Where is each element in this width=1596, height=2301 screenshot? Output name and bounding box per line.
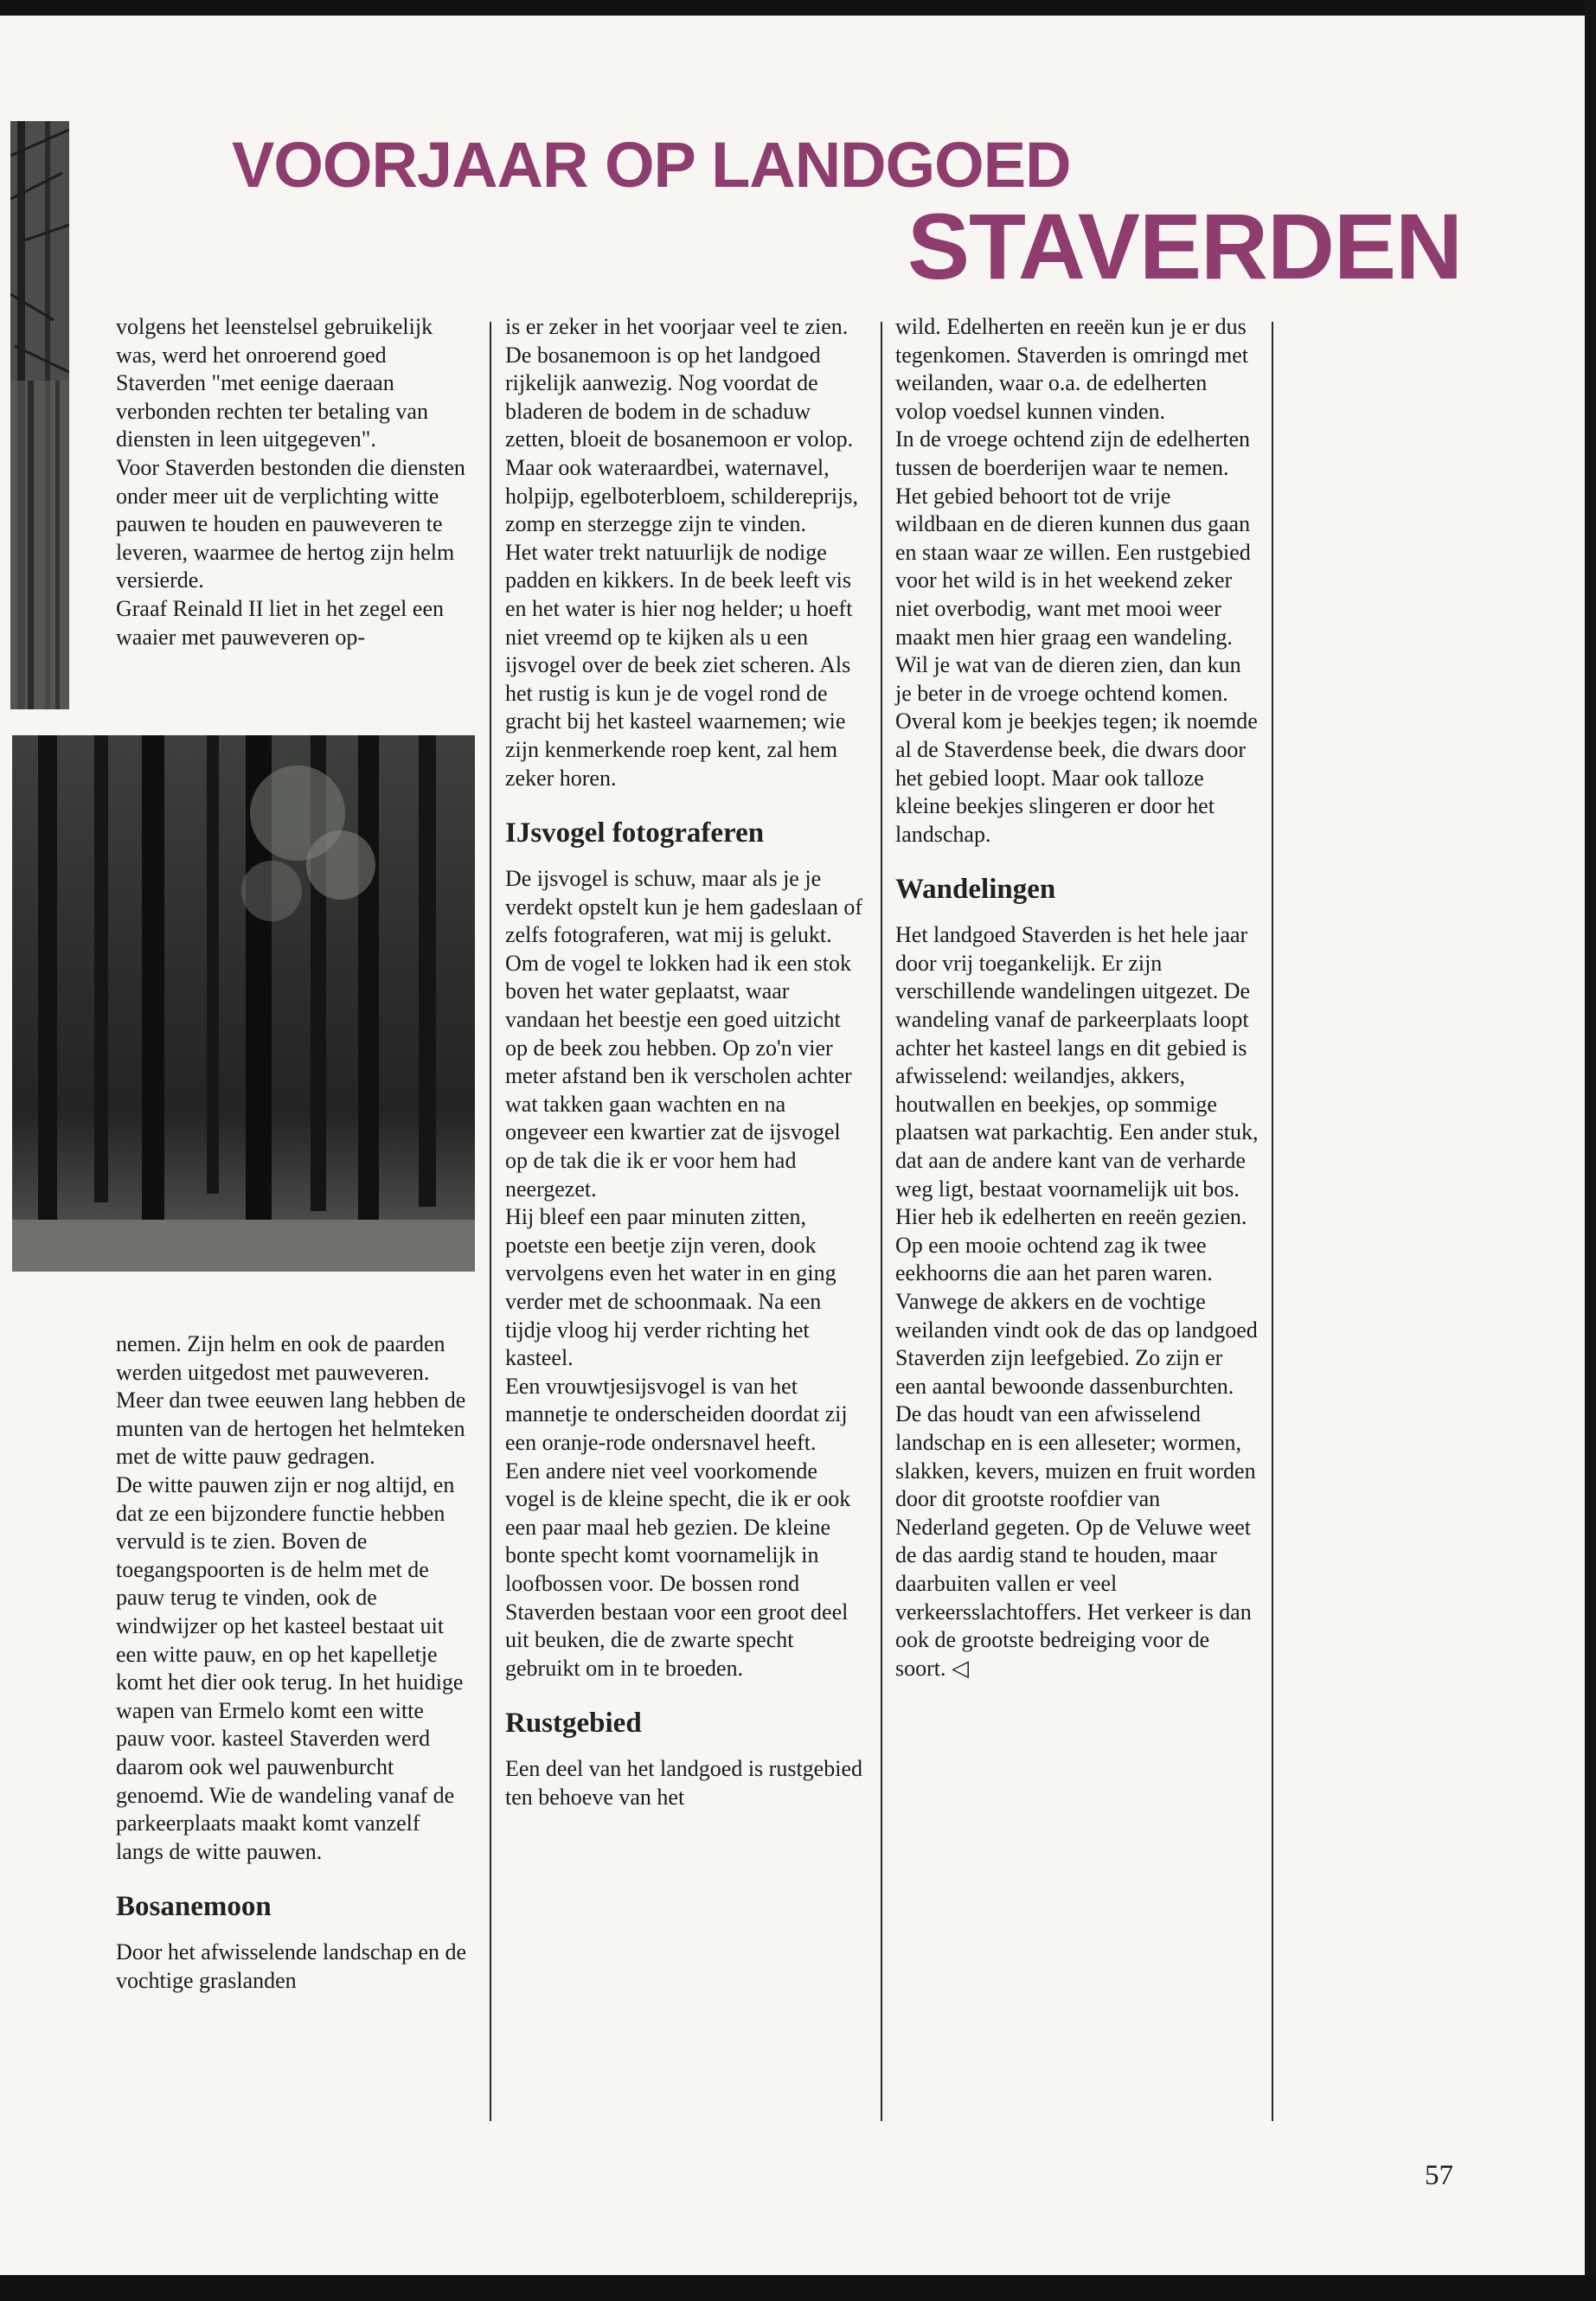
paragraph: Graaf Reinald II liet in het zegel een waaier met pauweveren op- (116, 595, 444, 650)
column-divider (1272, 322, 1273, 2121)
paragraph: wild. Edelherten en reeën kun je er dus tegenkomen. Staverden is omringd met weilanden, waar o.a. de edelherten volop voedsel kunnen vinden. (895, 314, 1248, 424)
headline-line2: STAVERDEN (907, 194, 1462, 298)
column-divider (490, 322, 491, 2121)
column-1-top (116, 313, 472, 651)
paragraph: Door het afwisselende landschap en de vochtige graslanden (116, 1939, 467, 1993)
paragraph: Een andere niet veel voorkomende vogel is de kleine specht, die ik er ook een paar maal heb gezien. De kleine bonte specht komt voornamelijk in loofbossen voor. De bossen rond Staverden bestaan voor een groot deel uit beuken, die de zwarte specht gebruikt om in te broeden. (505, 1458, 851, 1681)
tree-photo-strip (10, 121, 69, 709)
column-divider (881, 322, 882, 2121)
paragraph: Het landgoed Staverden is het hele jaar door vrij toegankelijk. Er zijn verschillende wandelingen uitgezet. De wandeling vanaf de parkeerplaats loopt achter het kasteel langs en dit gebied is afwisselend: weilandjes, akkers, houtwallen en beekjes, op sommige plaatsen wat parkachtig. Een ander stuk, dat aan de andere kant van de verharde weg ligt, bestaat voornamelijk uit bos. Hier heb ik edelherten en reeën gezien. Op een mooie ochtend zag ik twee eekhoorns die aan het paren waren. (895, 922, 1259, 1286)
paragraph: Vanwege de akkers en de vochtige weilanden vindt ook de das op landgoed Staverden zijn leefgebied. Zo zijn er een aantal bewoonde dassenburchten. De das houdt van een afwisselend landschap en is een alleseter; wormen, slakken, kevers, muizen en fruit worden door dit grootste roofdier van Nederland gegeten. Op de Veluwe weet de das aardig stand te houden, maar daarbuiten vallen er veel verkeersslachtoffers. Het verkeer is dan ook de grootste bedreiging voor de soort. ◁ (895, 1289, 1258, 1681)
paragraph: is er zeker in het voorjaar veel te zien. De bosanemoon is op het landgoed rijkelijk aanwezig. Nog voordat de bladeren de bodem in de schaduw zetten, bloeit de bosanemoon er volop. Maar ook wateraardbei, waternavel, holpijp, egelboterbloem, schildereprijs, zomp en sterzegge zijn te vinden. (505, 314, 858, 537)
paragraph: De ijsvogel is schuw, maar als je je verdekt opstelt kun je hem gadeslaan of zelfs fotograferen, wat mij is gelukt. Om de vogel te lokken had ik een stok boven het water geplaatst, waar vandaan het beestje een goed uitzicht op de beek zou hebben. Op zo'n vier meter afstand ben ik verscholen achter wat takken gaan wachten en na ongeveer een kwartier zat de ijsvogel op de tak die ik er voor hem had neergezet. (505, 866, 862, 1202)
paragraph: nemen. Zijn helm en ook de paarden werden uitgedost met pauweveren. Meer dan twee eeuwen lang hebben de munten van de hertogen het helmteken met de witte pauw gedragen. (116, 1331, 466, 1470)
headline-line1: VOORJAAR OP LANDGOED (232, 129, 1071, 201)
paragraph: Hij bleef een paar minuten zitten, poetste een beetje zijn veren, dook vervolgens even het water in en ging verder met de schoonmaak. Na een tijdje vloog hij verder richting het kasteel. (505, 1204, 836, 1371)
paragraph: Voor Staverden bestonden die diensten onder meer uit de verplichting witte pauwen te houden en pauweveren te leveren, waarmee de hertog zijn helm versierde. (116, 454, 465, 593)
paragraph: De witte pauwen zijn er nog altijd, en dat ze een bijzondere functie hebben vervuld is te zien. Boven de toegangspoorten is de helm met de pauw terug te vinden, ook de windwijzer op het kasteel bestaat uit een witte pauw, en op het kapelletje komt het dier ook terug. In het huidige wapen van Ermelo komt een witte pauw voor. kasteel Staverden werd daarom ook wel pauwenburcht genoemd. Wie de wandeling vanaf de parkeerplaats maakt komt vanzelf langs de witte pauwen. (116, 1471, 464, 1864)
section-heading-bosanemoon: Bosanemoon (116, 1891, 272, 1923)
section-heading-rustgebied: Rustgebied (505, 1708, 642, 1740)
paragraph: Een deel van het landgoed is rustgebied ten behoeve van het (505, 1756, 862, 1810)
column-1-bottom (116, 1330, 472, 1995)
scan-border-bottom (0, 2275, 1596, 2301)
paragraph: In de vroege ochtend zijn de edelherten tussen de boerderijen waar te nemen. Het gebied behoort tot de vrije wildbaan en de dieren kunnen dus gaan en staan waar ze willen. Een rustgebied voor het wild is in het weekend zeker niet overbodig, want met mooi weer maakt men hier graag een wandeling. Wil je wat van de dieren zien, dan kun je beter in de vroege ochtend komen. (895, 426, 1251, 706)
paragraph: Een vrouwtjesijsvogel is van het mannetje te onderscheiden doordat zij een oranje-rode ondersnavel heeft. (505, 1373, 848, 1455)
forest-photo (12, 735, 475, 1272)
paragraph: Het water trekt natuurlijk de nodige padden en kikkers. In de beek leeft vis en het water is hier nog helder; u hoeft niet vreemd op te kijken als u een ijsvogel over de beek ziet scheren. Als het rustig is kun je de vogel rond de gracht bij het kasteel waarnemen; wie zijn kenmerkende roep kent, zal hem zeker horen. (505, 539, 853, 791)
section-heading-ijsvogel: IJsvogel fotograferen (505, 817, 765, 849)
section-heading-wandelingen: Wandelingen (895, 874, 1056, 906)
page-number: 57 (1425, 2160, 1453, 2191)
tree-branches-graphic (10, 121, 69, 709)
scan-border-right (1585, 0, 1596, 2301)
column-2 (505, 313, 869, 1812)
scan-border-top (0, 0, 1596, 16)
paragraph: volgens het leenstelsel gebruikelijk was, werd het onroerend goed Staverden "met eenige daeraan verbonden rechten ter betaling van diensten in leen uitgegeven". (116, 314, 433, 452)
paragraph: Overal kom je beekjes tegen; ik noemde al de Staverdense beek, die dwars door het gebied loopt. Maar ook talloze kleine beekjes slingeren er door het landschap. (895, 708, 1258, 847)
column-3 (895, 313, 1259, 1682)
forest-trees-graphic (12, 735, 475, 1272)
